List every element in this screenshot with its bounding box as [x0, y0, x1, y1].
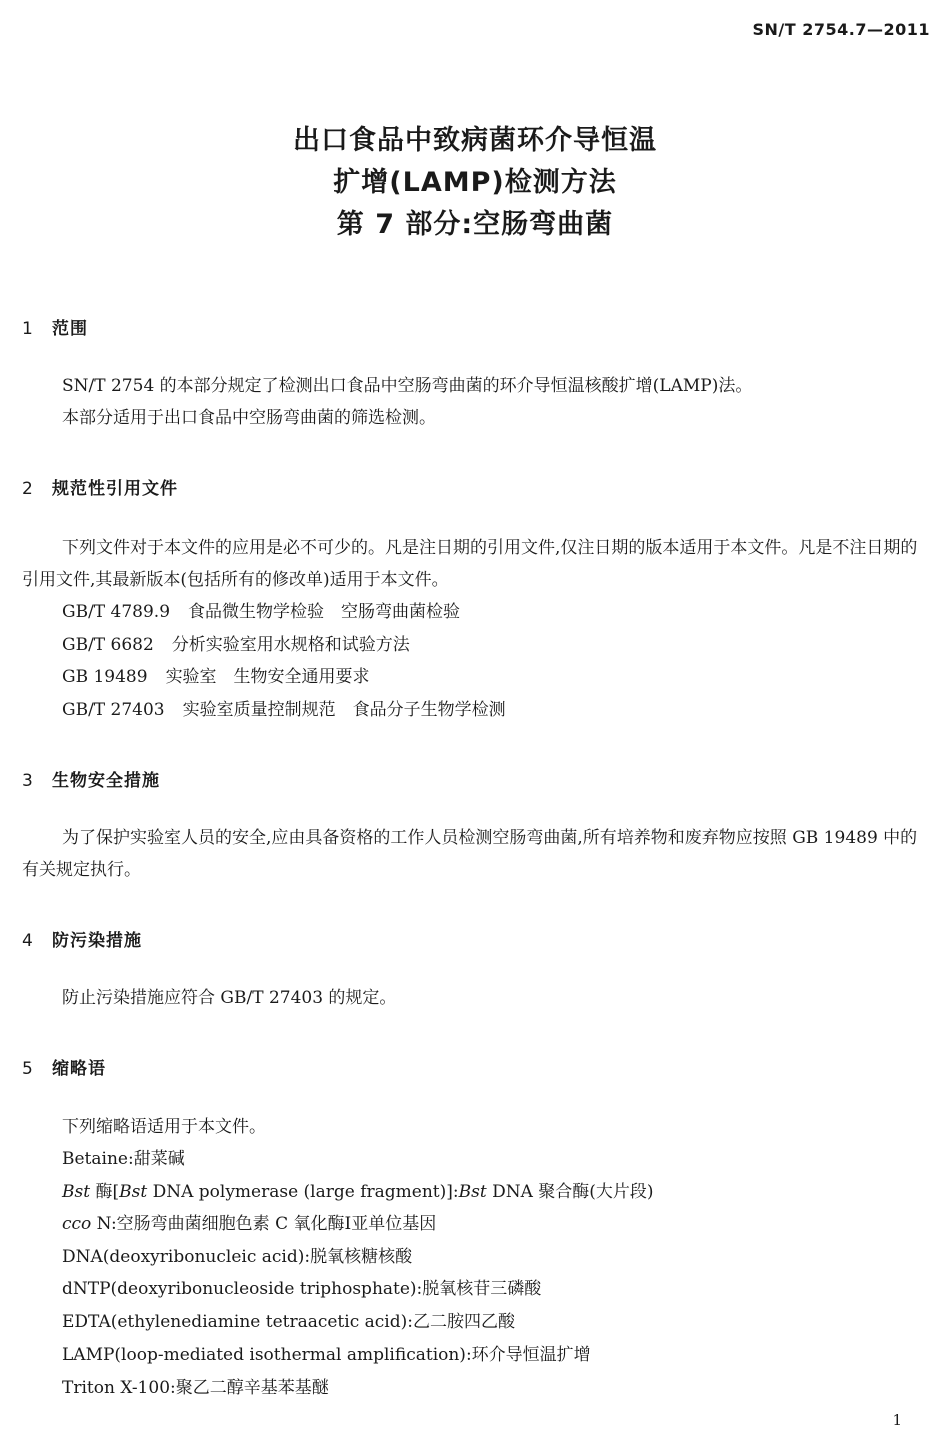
section-3-heading	[22, 766, 160, 791]
abbreviation-item: DNA(deoxyribonucleic acid):脱氧核糖核酸	[62, 1247, 413, 1267]
reference-code: GB/T 27403	[62, 700, 165, 720]
reference-code: GB/T 4789.9	[62, 602, 171, 622]
reference-item	[62, 661, 370, 693]
section-4-paragraph-1: 防止污染措施应符合 GB/T 27403 的规定。	[62, 988, 397, 1008]
section-title: 缩略语	[52, 1059, 106, 1079]
section-title: 防污染措施	[52, 931, 142, 951]
section-2-paragraph-1: 下列文件对于本文件的应用是必不可少的。凡是注日期的引用文件,仅注日期的版本适用于本文件。凡是不注日期的引用文件,其最新版本(包括所有的修改单)适用于本文件。	[22, 538, 918, 590]
reference-item	[62, 629, 410, 661]
section-1-paragraph-1: SN/T 2754 的本部分规定了检测出口食品中空肠弯曲菌的环介导恒温核酸扩增(LAMP)法。	[62, 376, 753, 396]
abbreviation-item: LAMP(loop-mediated isothermal amplification):环介导恒温扩增	[62, 1345, 591, 1365]
abbreviation-text: N:空肠弯曲菌细胞色素 C 氧化酶Ⅰ亚单位基因	[91, 1214, 437, 1234]
italic-term: Bst	[458, 1182, 487, 1202]
section-number: 5	[22, 1059, 34, 1079]
reference-name: 食品微生物学检验 空肠弯曲菌检验	[188, 602, 461, 622]
section-number: 4	[22, 931, 34, 951]
abbreviation-item	[62, 1176, 654, 1208]
section-5-heading	[22, 1054, 106, 1079]
reference-name: 实验室质量控制规范 食品分子生物学检测	[182, 700, 506, 720]
standard-number: SN/T 2754.7—2011	[752, 20, 930, 39]
reference-code: GB 19489	[62, 667, 148, 687]
section-4-heading	[22, 926, 142, 951]
abbreviation-text: 酶[	[90, 1182, 120, 1202]
section-1-paragraph-2: 本部分适用于出口食品中空肠弯曲菌的筛选检测。	[62, 408, 436, 428]
section-number: 2	[22, 479, 34, 499]
reference-item	[62, 694, 506, 726]
reference-code: GB/T 6682	[62, 635, 154, 655]
section-title: 规范性引用文件	[52, 479, 178, 499]
italic-term: Bst	[119, 1182, 148, 1202]
abbreviation-item: dNTP(deoxyribonucleoside triphosphate):脱氧核苷三磷酸	[62, 1279, 542, 1299]
italic-term: Bst	[62, 1182, 91, 1202]
italic-term: cco	[62, 1214, 92, 1234]
section-2-heading	[22, 474, 178, 499]
abbreviation-item: EDTA(ethylenediamine tetraacetic acid):乙二胺四乙酸	[62, 1312, 515, 1332]
section-1-heading	[22, 314, 88, 339]
title-line-1: 出口食品中致病菌环介导恒温	[293, 125, 657, 156]
abbreviation-item: Betaine:甜菜碱	[62, 1149, 185, 1169]
abbreviation-text: DNA 聚合酶(大片段)	[486, 1182, 654, 1202]
page-number: 1	[892, 1411, 902, 1429]
reference-item	[62, 596, 460, 628]
document-title	[0, 120, 950, 246]
section-title: 生物安全措施	[52, 771, 160, 791]
reference-name: 实验室 生物安全通用要求	[165, 667, 370, 687]
abbreviation-text: DNA polymerase (large fragment)]:	[147, 1182, 459, 1202]
reference-name: 分析实验室用水规格和试验方法	[171, 635, 410, 655]
title-line-3: 第 7 部分:空肠弯曲菌	[336, 209, 614, 240]
abbreviation-intro: 下列缩略语适用于本文件。	[62, 1117, 266, 1137]
section-number: 1	[22, 319, 34, 339]
abbreviation-item	[62, 1208, 436, 1240]
abbreviation-item: Triton X-100:聚乙二醇辛基苯基醚	[62, 1378, 329, 1398]
section-number: 3	[22, 771, 34, 791]
section-title: 范围	[52, 319, 88, 339]
title-line-2: 扩增(LAMP)检测方法	[333, 167, 617, 198]
section-3-paragraph-1: 为了保护实验室人员的安全,应由具备资格的工作人员检测空肠弯曲菌,所有培养物和废弃物应按照 GB 19489 中的有关规定执行。	[22, 828, 918, 880]
